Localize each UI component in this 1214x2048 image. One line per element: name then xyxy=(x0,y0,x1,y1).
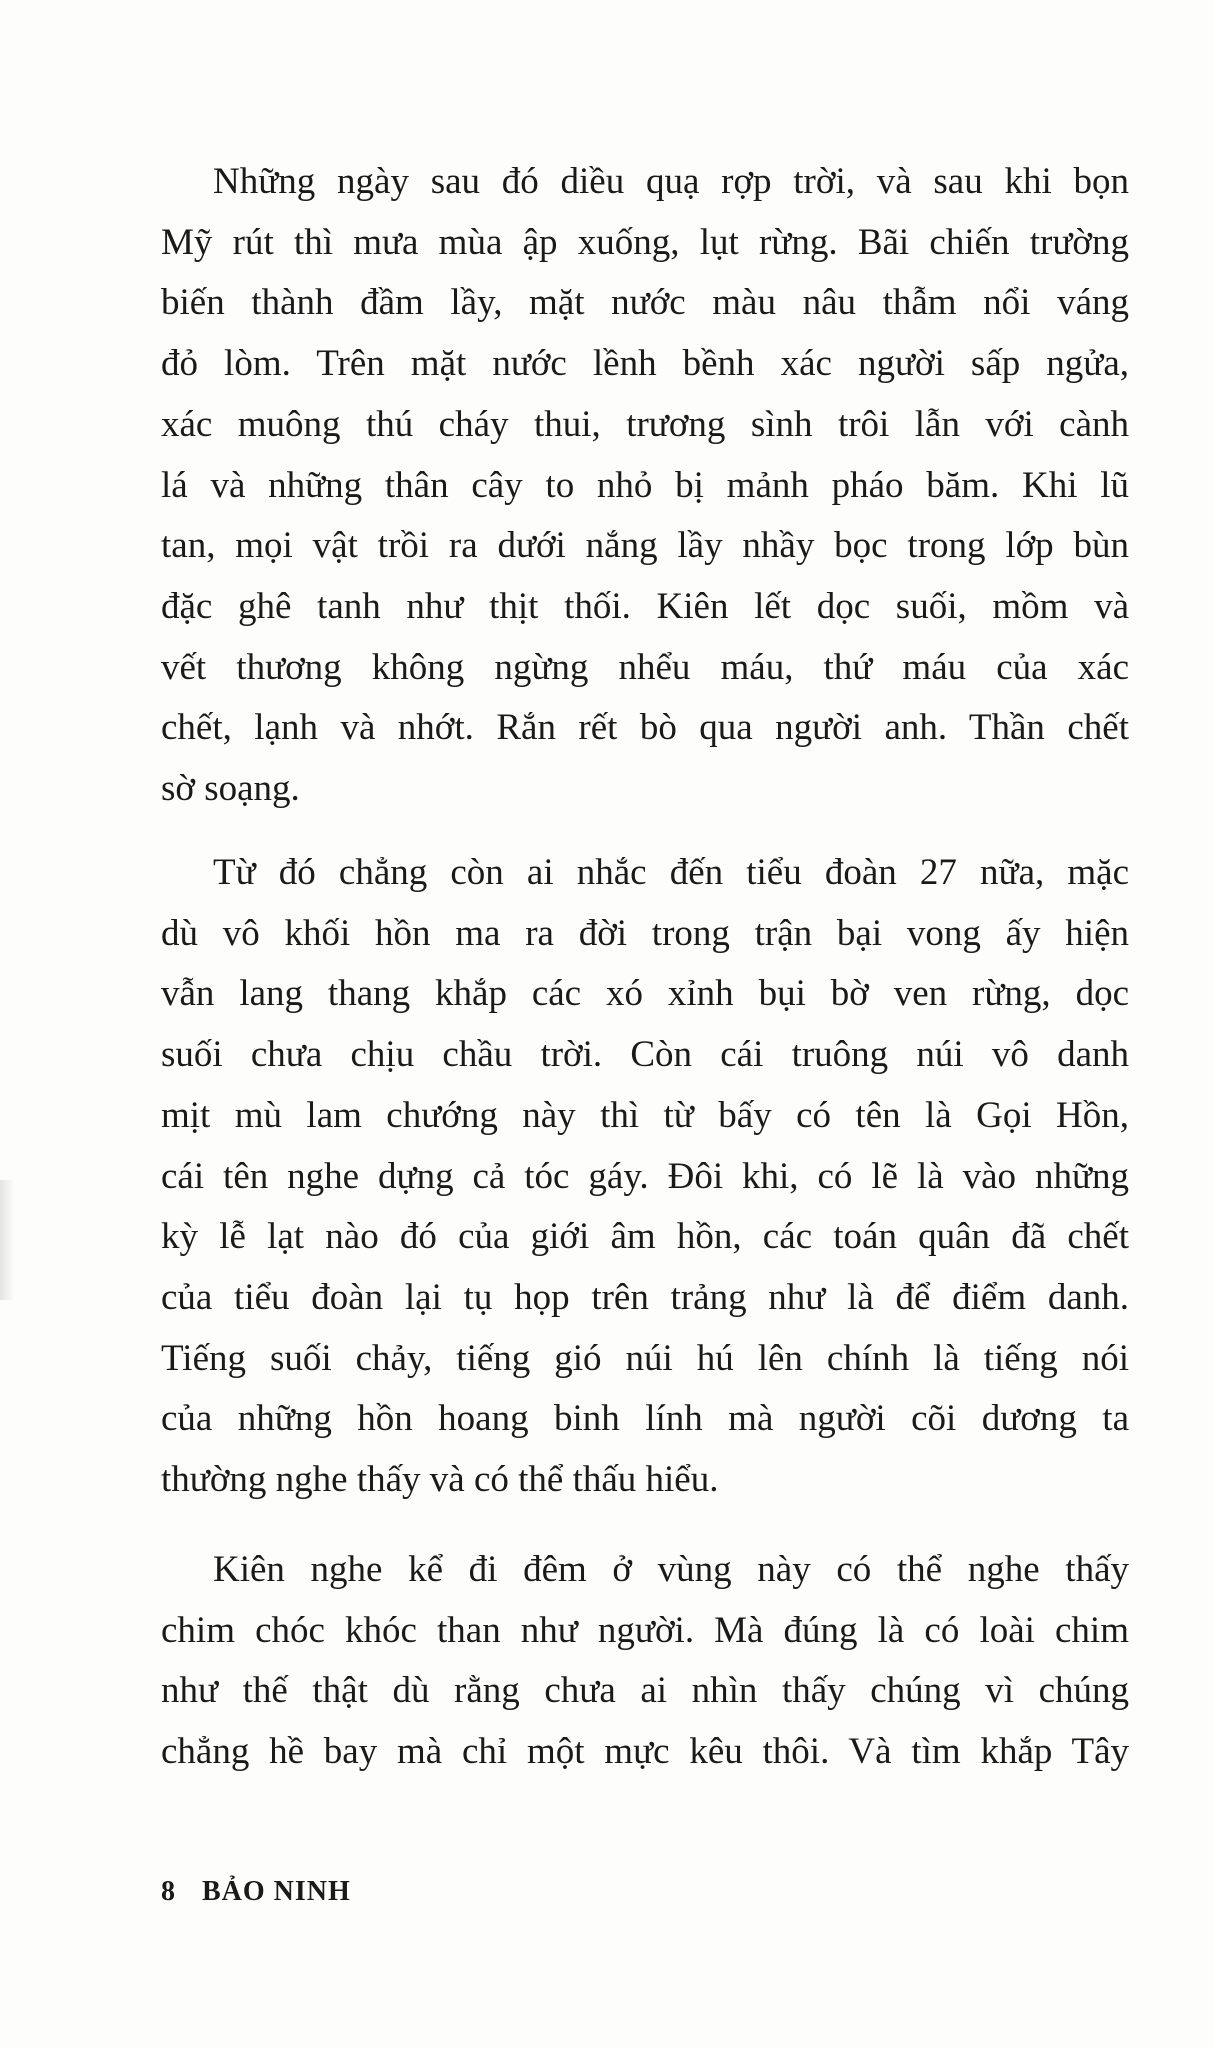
text-line: chết, lạnh và nhớt. Rắn rết bò qua người anh. Thần chết xyxy=(161,707,1129,749)
text-line: Kiên nghe kể đi đêm ở vùng này có thể nghe thấy xyxy=(213,1549,1129,1590)
text-line: sờ soạng. xyxy=(161,768,300,809)
text-line: cái tên nghe dựng cả tóc gáy. Đôi khi, có lẽ là vào những xyxy=(161,1155,1129,1197)
page-edge-shadow xyxy=(0,1180,14,1300)
running-author: BẢO NINH xyxy=(202,1876,351,1907)
text-line: đỏ lòm. Trên mặt nước lềnh bềnh xác người sấp ngửa, xyxy=(161,343,1129,385)
text-line: vết thương không ngừng nhểu máu, thứ máu của xác xyxy=(161,646,1129,688)
text-line: kỳ lễ lạt nào đó của giới âm hồn, các toán quân đã chết xyxy=(161,1216,1129,1258)
text-line: thường nghe thấy và có thể thấu hiểu. xyxy=(161,1459,719,1500)
text-line: như thế thật dù rằng chưa ai nhìn thấy chúng vì chúng xyxy=(161,1670,1129,1712)
text-line: của tiểu đoàn lại tụ họp trên trảng như là để điểm danh. xyxy=(161,1276,1129,1318)
text-line: Tiếng suối chảy, tiếng gió núi hú lên chính là tiếng nói xyxy=(161,1337,1129,1379)
text-line: biến thành đầm lầy, mặt nước màu nâu thẫm nổi váng xyxy=(161,282,1129,324)
page-footer xyxy=(161,1876,351,1908)
text-line: tan, mọi vật trồi ra dưới nắng lầy nhầy bọc trong lớp bùn xyxy=(161,525,1129,567)
text-line: dù vô khối hồn ma ra đời trong trận bại vong ấy hiện xyxy=(161,912,1129,954)
text-line: Từ đó chẳng còn ai nhắc đến tiểu đoàn 27 nữa, mặc xyxy=(213,852,1129,893)
text-line: của những hồn hoang binh lính mà người cõi dương ta xyxy=(161,1398,1129,1440)
page-number: 8 xyxy=(161,1876,176,1907)
text-line: chẳng hề bay mà chỉ một mực kêu thôi. Và tìm khắp Tây xyxy=(161,1731,1129,1773)
text-line: lá và những thân cây to nhỏ bị mảnh pháo băm. Khi lũ xyxy=(161,464,1129,506)
text-line: đặc ghê tanh như thịt thối. Kiên lết dọc suối, mồm và xyxy=(161,585,1129,627)
text-line: Mỹ rút thì mưa mùa ập xuống, lụt rừng. Bãi chiến trường xyxy=(161,221,1129,263)
text-line: vẫn lang thang khắp các xó xỉnh bụi bờ ven rừng, dọc xyxy=(161,973,1129,1015)
text-line: suối chưa chịu chầu trời. Còn cái truông núi vô danh xyxy=(161,1034,1129,1076)
text-line: Những ngày sau đó diều quạ rợp trời, và sau khi bọn xyxy=(213,161,1129,202)
text-line: chim chóc khóc than như người. Mà đúng là có loài chim xyxy=(161,1609,1129,1651)
text-line: xác muông thú cháy thui, trương sình trôi lẫn với cành xyxy=(161,403,1129,445)
text-line: mịt mù lam chướng này thì từ bấy có tên là Gọi Hồn, xyxy=(161,1094,1129,1136)
